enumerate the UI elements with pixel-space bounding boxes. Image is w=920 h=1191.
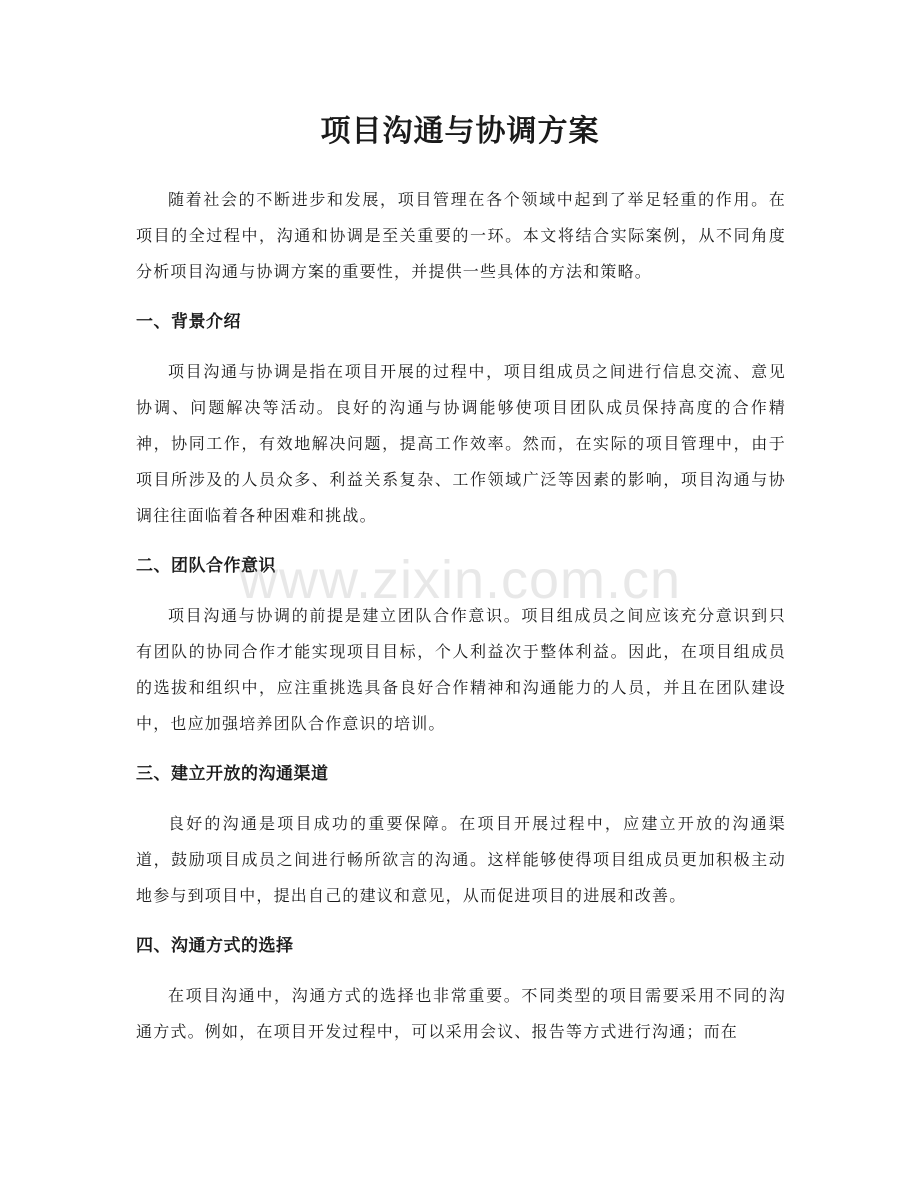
section-paragraph-communication-methods: 在项目沟通中，沟通方式的选择也非常重要。不同类型的项目需要采用不同的沟通方式。例如，在项目开发过程中，可以采用会议、报告等方式进行沟通；而在: [136, 986, 786, 1041]
section-heading-communication-methods: 四、沟通方式的选择: [136, 936, 294, 956]
document-body: [136, 182, 786, 1050]
section-heading-teamwork: 二、团队合作意识: [136, 556, 276, 576]
section-heading-background: 一、背景介绍: [136, 312, 241, 332]
section-heading-open-channels: 三、建立开放的沟通渠道: [136, 764, 329, 784]
section-paragraph-teamwork: 项目沟通与协调的前提是建立团队合作意识。项目组成员之间应该充分意识到只有团队的协同合作才能实现项目目标，个人利益次于整体利益。因此，在项目组成员的选拔和组织中，应注重挑选具备良好合作精神和沟通能力的人员，并且在团队建设中，也应加强培养团队合作意识的培训。: [136, 606, 786, 733]
intro-paragraph: 随着社会的不断进步和发展，项目管理在各个领域中起到了举足轻重的作用。在项目的全过程中，沟通和协调是至关重要的一环。本文将结合实际案例，从不同角度分析项目沟通与协调方案的重要性，并提供一些具体的方法和策略。: [136, 190, 786, 281]
watermark: www.zixin.com.cn: [238, 550, 682, 610]
section-paragraph-open-channels: 良好的沟通是项目成功的重要保障。在项目开展过程中，应建立开放的沟通渠道，鼓励项目成员之间进行畅所欲言的沟通。这样能够使得项目组成员更加积极主动地参与到项目中，提出自己的建议和意见，从而促进项目的进展和改善。: [136, 814, 786, 905]
section-paragraph-background: 项目沟通与协调是指在项目开展的过程中，项目组成员之间进行信息交流、意见协调、问题解决等活动。良好的沟通与协调能够使项目团队成员保持高度的合作精神，协同工作，有效地解决问题，提高工作效率。然而，在实际的项目管理中，由于项目所涉及的人员众多、利益关系复杂、工作领域广泛等因素的影响，项目沟通与协调往往面临着各种困难和挑战。: [136, 362, 786, 525]
document-title: 项目沟通与协调方案: [320, 114, 600, 149]
